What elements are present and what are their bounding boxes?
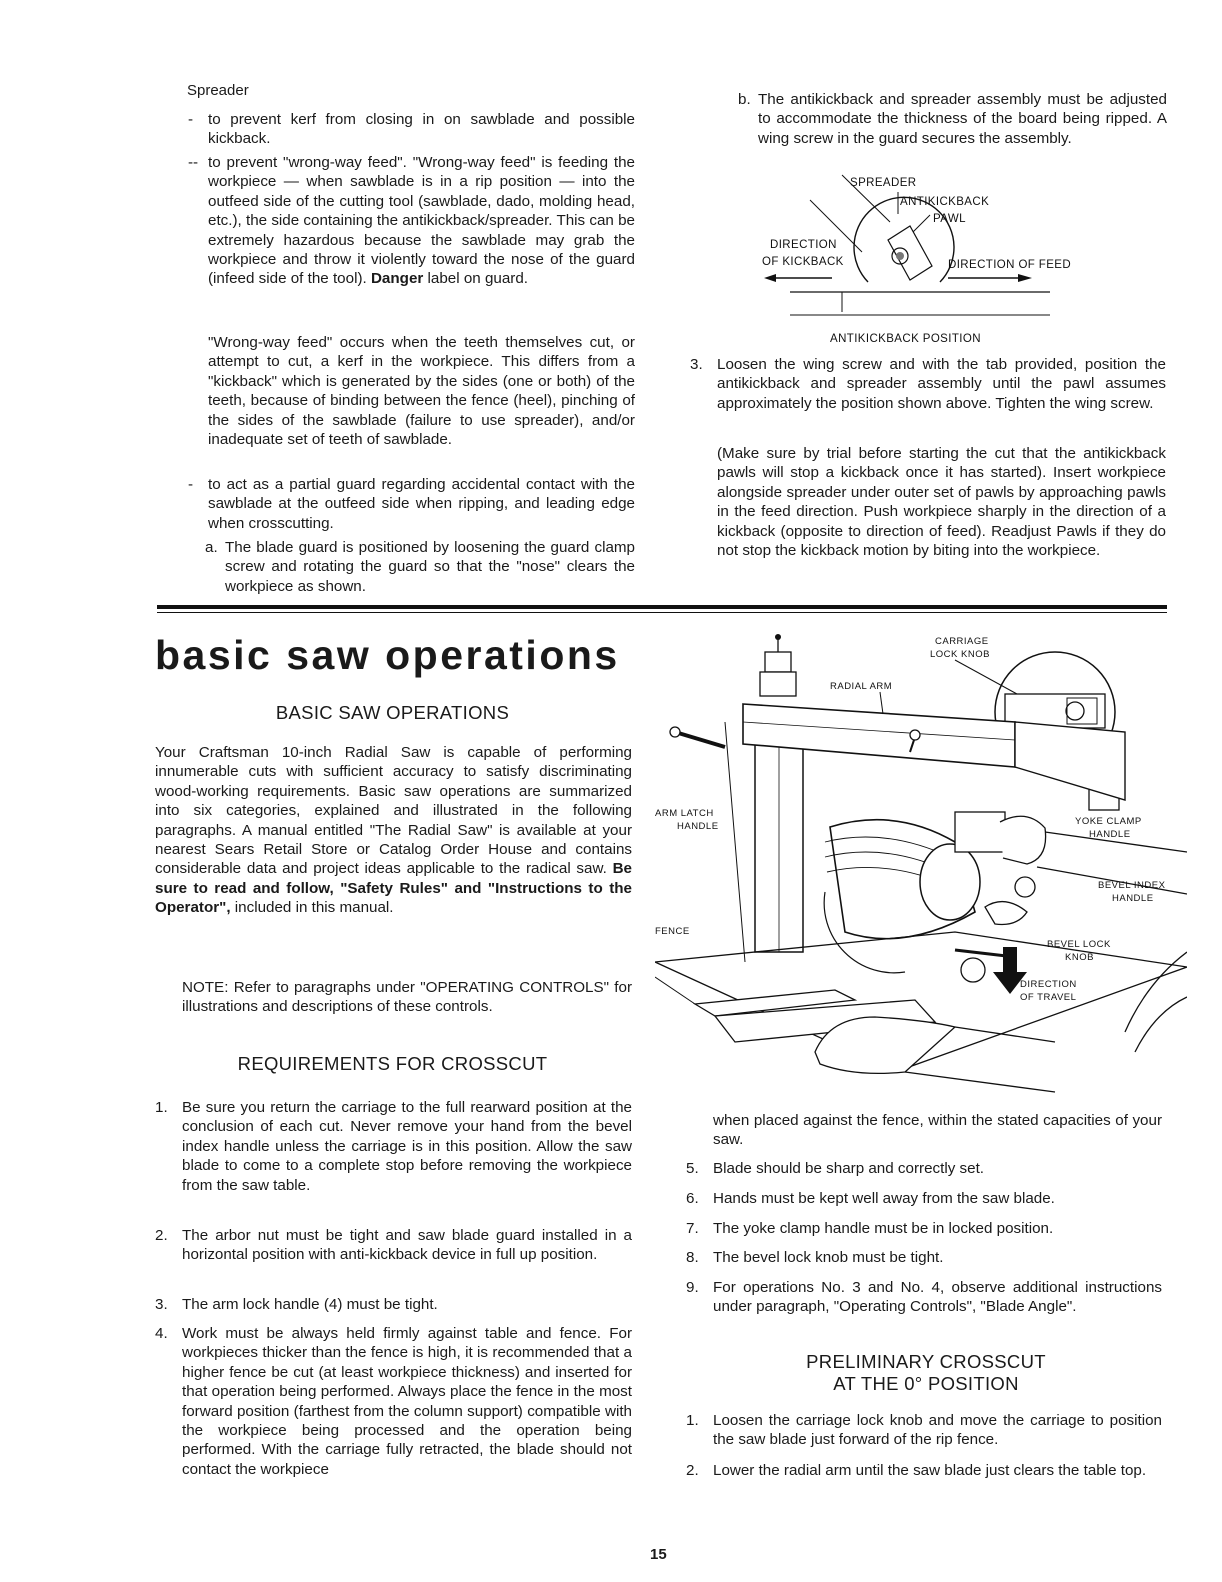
list-text: For operations No. 3 and No. 4, observe additional instructions under paragraph, "Operating Controls", "Blade Angle".: [713, 1279, 1162, 1316]
note-label: NOTE:: [182, 979, 229, 996]
radial-saw-illustration: [655, 632, 1187, 1102]
list-number: 6.: [686, 1190, 699, 1207]
direction-travel-label-2: OF TRAVEL: [1020, 992, 1077, 1003]
wrong-way-paragraph: "Wrong-way feed" occurs when the teeth themselves cut, or attempt to cut, a kerf in the workpiece. This differs from a "kickback" which is generated by the sides (one or both) of the teeth, because of binding between the fence (heel), pinching of the sides of the sawblade (failure to use spreader), and/or inadequate set of teeth of sawblade.: [208, 334, 635, 449]
bevel-lock-label-2: KNOB: [1065, 952, 1094, 963]
page-title: basic saw operations: [155, 632, 620, 678]
trial-cut-note: (Make sure by trial before starting the cut that the antikickback pawls will stop a kickback once it has started). Insert workpiece alongside spreader under outer set of pawls by approaching pawls in the feed direction. Push workpiece sharply in the direction of a kickback (opposite to direction of feed). Readjust Pawls if they do not stop the kickback motion by biting into the workpiece.: [717, 445, 1166, 560]
list-number: 4.: [155, 1325, 168, 1342]
spreader-purpose-kerf: to prevent kerf from closing in on sawblade and possible kickback.: [208, 111, 635, 148]
bevel-lock-label: BEVEL LOCK: [1047, 939, 1111, 950]
capacity-continuation: when placed against the fence, within the stated capacities of your saw.: [713, 1112, 1162, 1149]
list-number: 2.: [155, 1227, 168, 1244]
list-text: The arbor nut must be tight and saw blade guard installed in a horizontal position with anti-kickback device in full up position.: [182, 1227, 632, 1264]
direction-travel-label: DIRECTION: [1020, 979, 1077, 990]
basic-saw-operations-heading: BASIC SAW OPERATIONS: [275, 702, 510, 723]
direction-of-feed-label: DIRECTION OF FEED: [948, 259, 1072, 271]
arm-latch-label-2: HANDLE: [677, 821, 719, 832]
spreader-purpose-guard: to act as a partial guard regarding accidental contact with the sawblade at the outfeed side when ripping, and leading edge when crosscutting.: [208, 476, 635, 532]
list-text: Be sure you return the carriage to the full rearward position at the conclusion of each cut. Never remove your hand from the bevel index handle unless the carriage is in this position. Allow the saw blade to come to a complete stop before removing the workpiece from the saw table.: [182, 1099, 632, 1194]
list-text: The bevel lock knob must be tight.: [713, 1249, 944, 1266]
intro-paragraph: [155, 743, 632, 918]
section-divider-thin: [157, 612, 1167, 613]
list-number: 1.: [686, 1412, 699, 1429]
danger-label-end: label on guard.: [427, 270, 529, 288]
note-text: Refer to paragraphs under "OPERATING CONTROLS" for illustrations and descriptions of these controls.: [182, 979, 632, 1016]
fence-label: FENCE: [655, 926, 690, 937]
page-number: 15: [650, 1546, 667, 1563]
list-number: 1.: [155, 1099, 168, 1116]
spreader-label: SPREADER: [850, 177, 917, 189]
bevel-index-label: BEVEL INDEX: [1098, 880, 1166, 891]
antikickback-adjust-text: The antikickback and spreader assembly must be adjusted to accommodate the thickness of the board being ripped. A wing screw in the guard secures the assembly.: [758, 91, 1167, 147]
spreader-purpose-wrong-way: to prevent "wrong-way feed". "Wrong-way feed" is feeding the workpiece — when sawblade is in a rip position — into the outfeed side of the cutting tool (sawblade, dado, molding head, etc.), the side containing the antikickback/spreader. This can be extremely hazardous because the sawblade may grab the workpiece and throw it violently toward the nose of the guard (infeed side of the tool).: [208, 154, 635, 288]
antikickback-diagram: [750, 170, 1120, 350]
list-number: 8.: [686, 1249, 699, 1266]
list-text: The yoke clamp handle must be in locked position.: [713, 1220, 1054, 1237]
section-divider: [157, 605, 1167, 609]
list-number: 2.: [686, 1462, 699, 1479]
yoke-clamp-label: YOKE CLAMP: [1075, 816, 1142, 827]
list-text: Loosen the carriage lock knob and move the carriage to position the saw blade just forward of the rip fence.: [713, 1412, 1162, 1449]
danger-label: Danger: [370, 270, 424, 288]
antikickback-label: ANTIKICKBACK: [900, 196, 990, 208]
radial-arm-label: RADIAL ARM: [830, 681, 893, 692]
list-text: Work must be always held firmly against table and fence. For workpieces thicker than the fence is high, it is recommended that a higher fence be cut (at least workpiece thickness) and inserted for that operation being performed. Always place the fence in the most forward position (farthest from the column support) compatible with the workpiece being processed and the operation being performed. With the carriage fully retracted, the blade should not contact the workpiece: [182, 1325, 632, 1478]
intro-text: Your Craftsman 10-inch Radial Saw is capable of performing innumerable cuts with sufficient accuracy to satisfy discriminating wood-working requirements. Basic saw operations are summarized into six categories, explained and illustrated in the following paragraphs. A manual entitled "The Radial Saw" is available at your nearest Sears Retail Store or Catalog Order House and contains considerable data and project ideas applicable to the radical saw.: [155, 744, 632, 878]
blade-guard-instruction: The blade guard is positioned by loosening the guard clamp screw and rotating the guard so that the "nose" clears the workpiece as shown.: [225, 539, 635, 595]
requirements-crosscut-heading: REQUIREMENTS FOR CROSSCUT: [237, 1053, 548, 1074]
note-paragraph: [182, 978, 632, 1017]
bevel-index-label-2: HANDLE: [1112, 893, 1154, 904]
preliminary-crosscut-heading: [690, 1351, 1162, 1395]
antikickback-caption: ANTIKICKBACK POSITION: [830, 333, 981, 345]
intro-bold: Be sure to read and follow, "Safety Rules" and "Instructions to the Operator",: [155, 860, 632, 917]
arm-latch-label: ARM LATCH: [655, 808, 714, 819]
spreader-heading: Spreader: [187, 82, 249, 99]
list-number: 9.: [686, 1279, 699, 1296]
list-number: 7.: [686, 1220, 699, 1237]
list-number: 3.: [155, 1296, 168, 1313]
carriage-lock-label-2: LOCK KNOB: [930, 649, 990, 660]
intro-end: included in this manual.: [234, 899, 394, 917]
list-text: Blade should be sharp and correctly set.: [713, 1160, 985, 1177]
preliminary-heading-line-1: PRELIMINARY CROSSCUT: [806, 1351, 1046, 1372]
direction-label: DIRECTION: [770, 239, 837, 251]
list-text: Hands must be kept well away from the saw blade.: [713, 1190, 1055, 1207]
list-text: Lower the radial arm until the saw blade just clears the table top.: [713, 1462, 1147, 1479]
list-number: 5.: [686, 1160, 699, 1177]
pawl-label: PAWL: [933, 213, 966, 225]
yoke-clamp-label-2: HANDLE: [1089, 829, 1131, 840]
of-kickback-label: OF KICKBACK: [762, 256, 844, 268]
carriage-lock-label: CARRIAGE: [935, 636, 989, 647]
wing-screw-instruction: Loosen the wing screw and with the tab provided, position the antikickback and spreader assembly until the pawl assumes approximately the position shown above. Tighten the wing screw.: [717, 356, 1166, 412]
list-text: The arm lock handle (4) must be tight.: [182, 1296, 438, 1313]
preliminary-heading-line-2: AT THE 0° POSITION: [833, 1373, 1019, 1394]
